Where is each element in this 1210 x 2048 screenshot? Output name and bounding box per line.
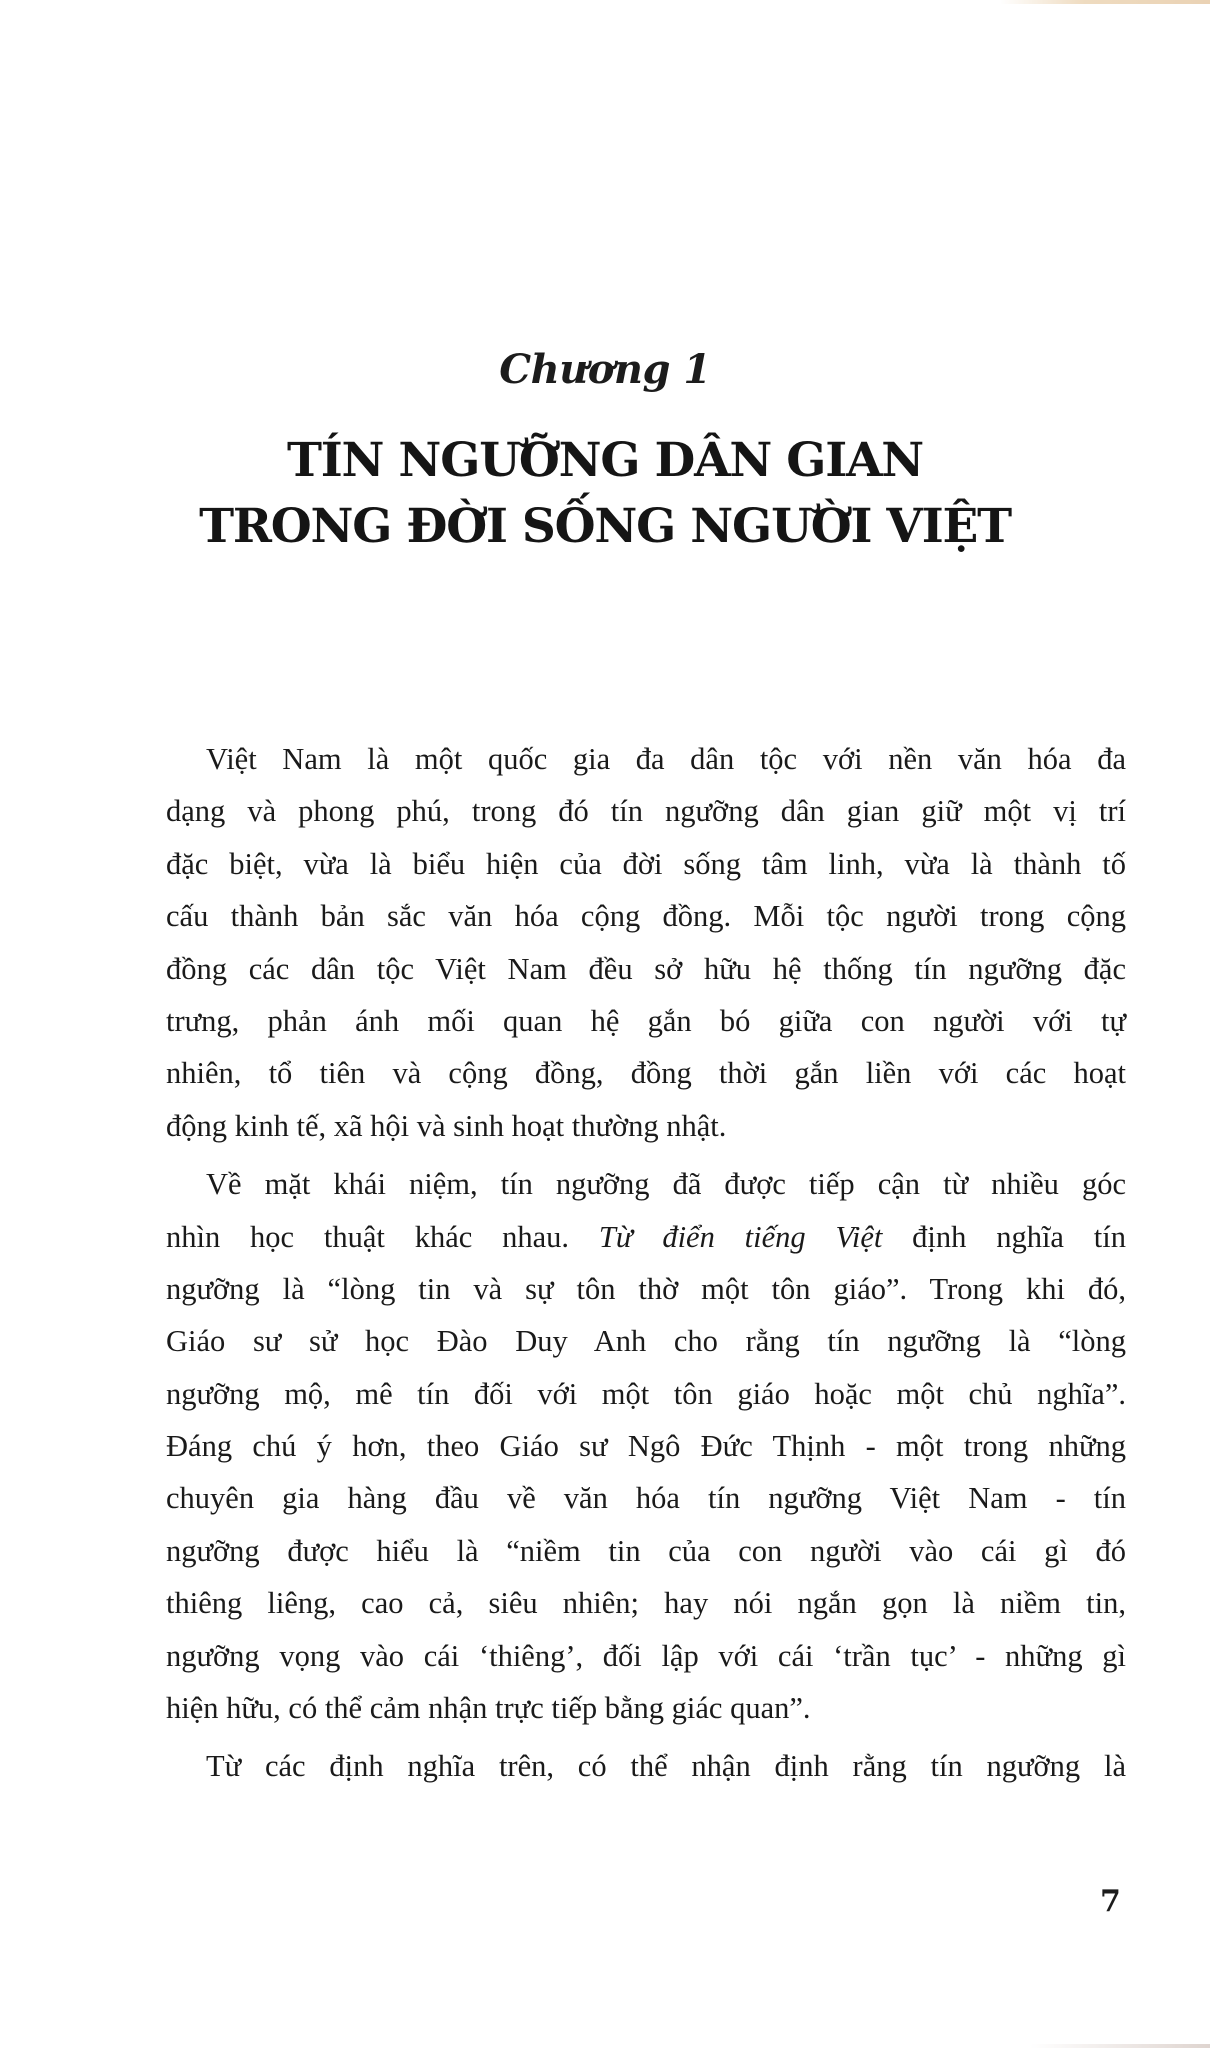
page-edge-top xyxy=(1000,0,1210,4)
chapter-title-line: TRONG ĐỜI SỐNG NGƯỜI VIỆT xyxy=(199,499,1011,554)
text-line: nhiên, tổ tiên và cộng đồng, đồng thời gắn liền với các hoạt xyxy=(166,1056,1126,1091)
chapter-label: Chương 1 xyxy=(499,346,711,393)
paragraph-3 xyxy=(166,1740,1126,1792)
text-line: Việt Nam là một quốc gia đa dân tộc với nền văn hóa đa xyxy=(206,742,1126,776)
body-text xyxy=(166,733,1126,1793)
text-line: ngưỡng vọng vào cái ‘thiêng’, đối lập với cái ‘trần tục’ - những gì xyxy=(166,1638,1126,1673)
page-number: 7 xyxy=(1100,1884,1121,1919)
text-line: hiện hữu, có thể cảm nhận trực tiếp bằng giác quan”. xyxy=(166,1691,811,1726)
text-line: động kinh tế, xã hội và sinh hoạt thường nhật. xyxy=(166,1108,727,1143)
text-line: Từ các định nghĩa trên, có thể nhận định rằng tín ngưỡng là xyxy=(206,1749,1126,1784)
text-line: Về mặt khái niệm, tín ngưỡng đã được tiếp cận từ nhiều góc xyxy=(206,1167,1126,1202)
text-run: định nghĩa tín xyxy=(882,1219,1126,1254)
book-title-italic: Từ điển tiếng Việt xyxy=(598,1219,883,1254)
text-run: nhìn học thuật khác nhau. xyxy=(166,1219,599,1254)
chapter-title xyxy=(0,428,1210,560)
text-line: chuyên gia hàng đầu về văn hóa tín ngưỡng Việt Nam - tín xyxy=(166,1481,1126,1516)
text-line: ngưỡng là “lòng tin và sự tôn thờ một tôn giáo”. Trong khi đó, xyxy=(166,1271,1126,1306)
text-line: trưng, phản ánh mối quan hệ gắn bó giữa con người với tự xyxy=(166,1003,1126,1038)
text-line: ngưỡng được hiểu là “niềm tin của con người vào cái gì đó xyxy=(166,1533,1126,1568)
text-line xyxy=(166,1211,1126,1263)
paragraph-2 xyxy=(166,1158,1126,1734)
text-line: Đáng chú ý hơn, theo Giáo sư Ngô Đức Thịnh - một trong những xyxy=(166,1429,1126,1464)
text-line: Giáo sư sử học Đào Duy Anh cho rằng tín ngưỡng là “lòng xyxy=(166,1324,1126,1359)
text-line: dạng và phong phú, trong đó tín ngưỡng dân gian giữ một vị trí xyxy=(166,794,1126,829)
text-line: thiêng liêng, cao cả, siêu nhiên; hay nói ngắn gọn là niềm tin, xyxy=(166,1586,1126,1621)
chapter-title-line: TÍN NGƯỠNG DÂN GIAN xyxy=(286,433,924,488)
page-edge-bottom xyxy=(1030,2044,1210,2048)
paragraph-1 xyxy=(166,733,1126,1152)
text-line: cấu thành bản sắc văn hóa cộng đồng. Mỗi tộc người trong cộng xyxy=(166,899,1126,934)
text-line: đồng các dân tộc Việt Nam đều sở hữu hệ thống tín ngưỡng đặc xyxy=(166,951,1126,986)
text-line: ngưỡng mộ, mê tín đối với một tôn giáo hoặc một chủ nghĩa”. xyxy=(166,1376,1126,1411)
text-line: đặc biệt, vừa là biểu hiện của đời sống tâm linh, vừa là thành tố xyxy=(166,846,1126,881)
